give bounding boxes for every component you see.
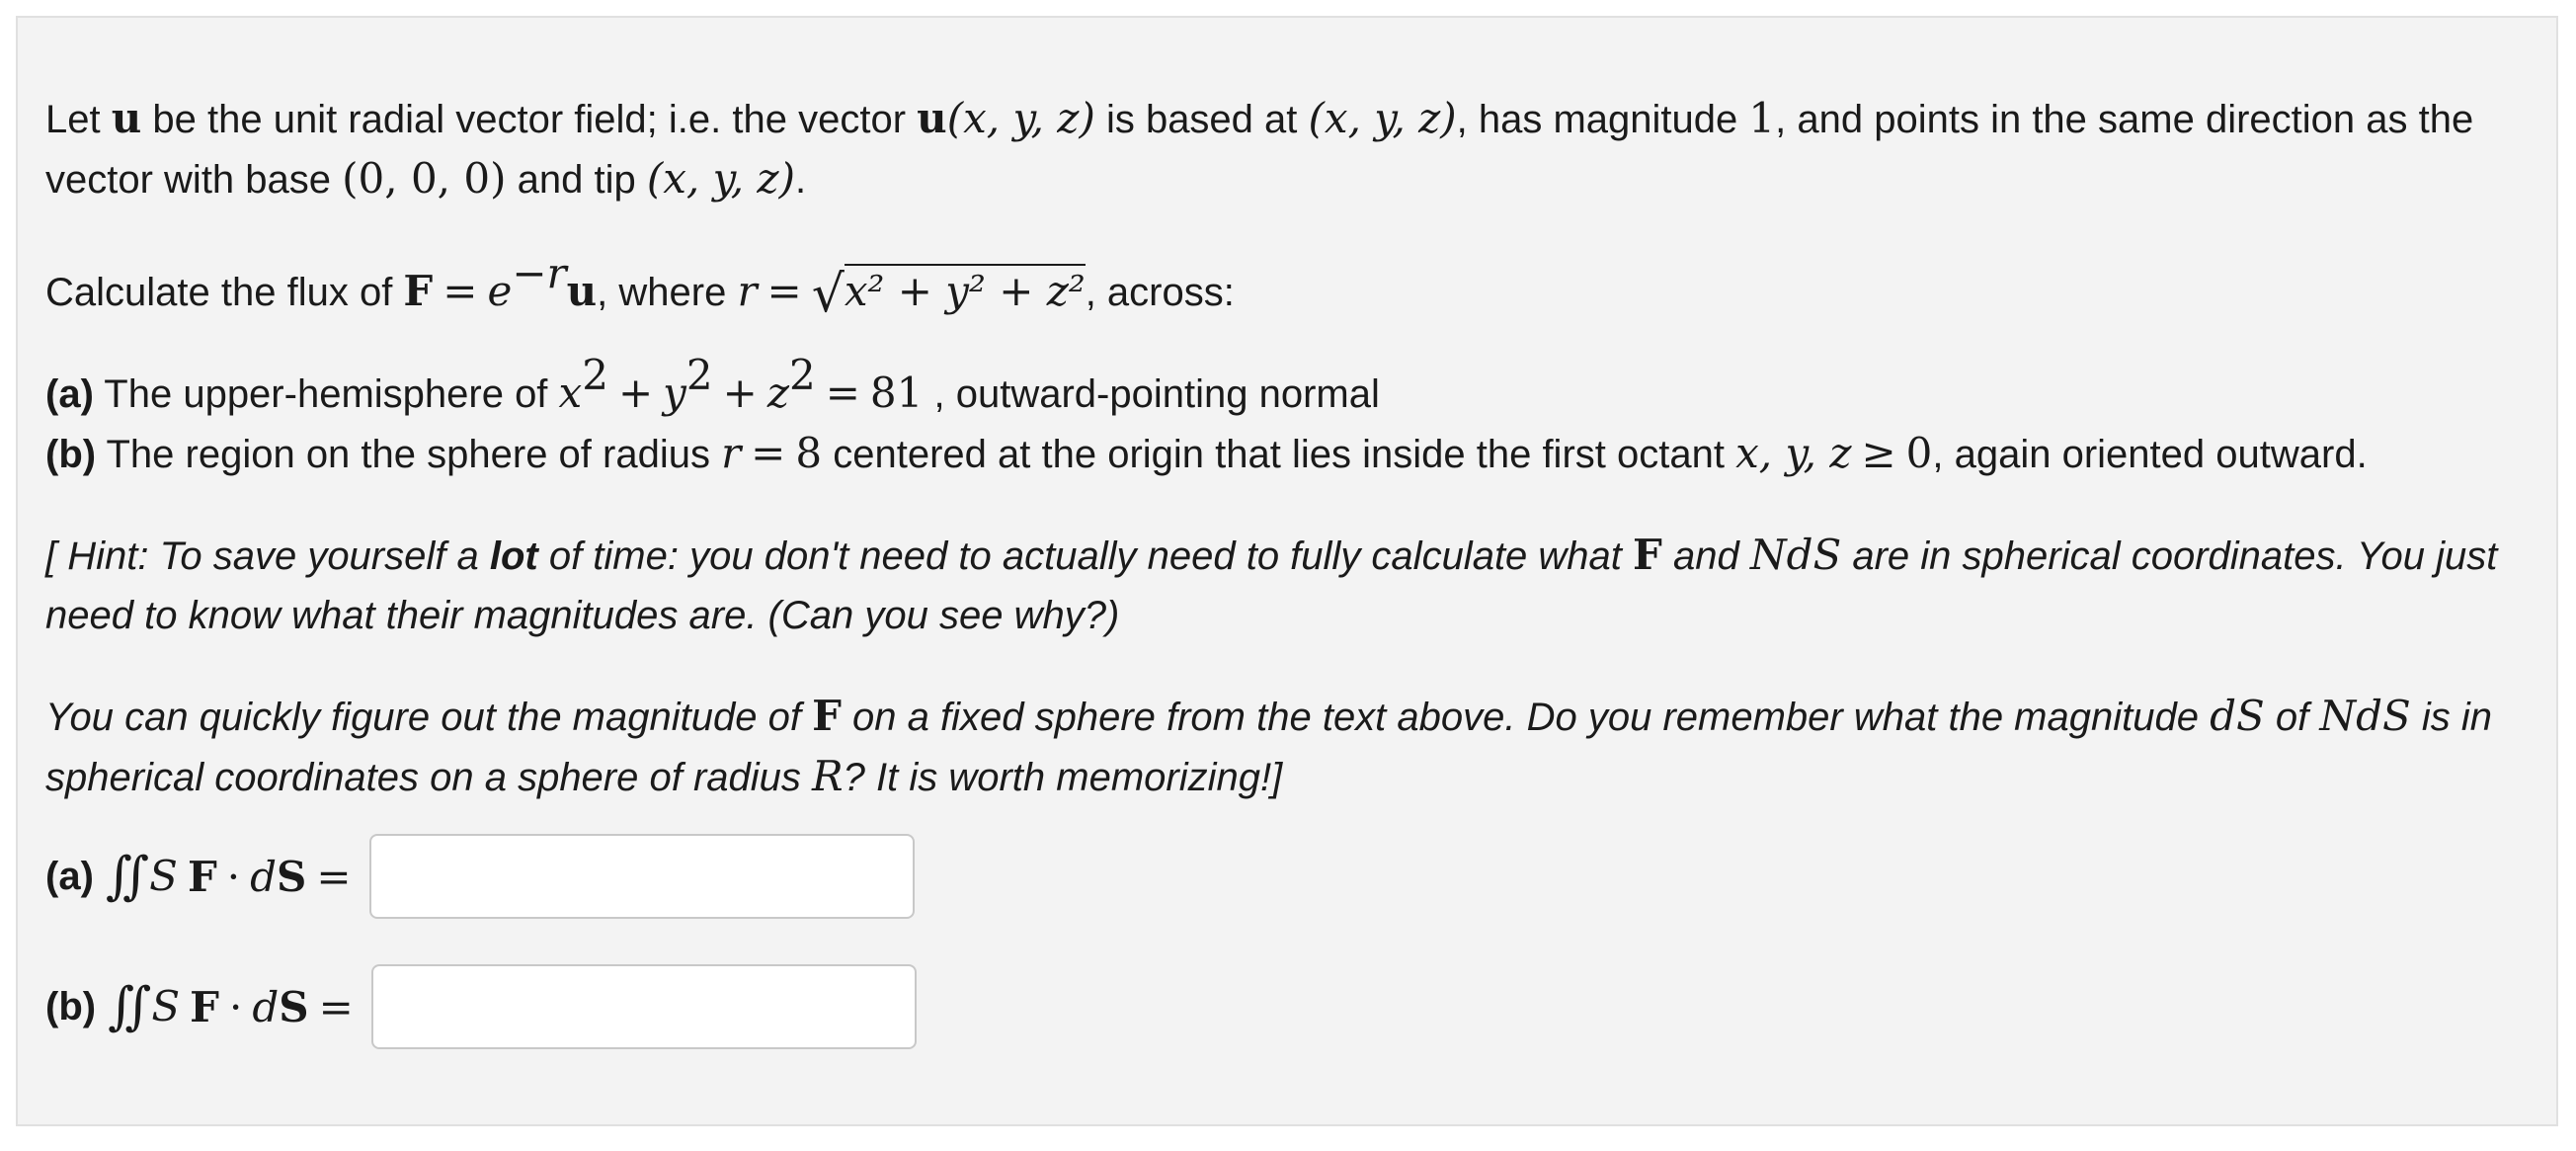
answer-a-label: (a)	[45, 854, 94, 898]
answer-input-a[interactable]	[369, 834, 915, 919]
math-xyz: (x, y, z)	[946, 94, 1095, 142]
math-r: r	[721, 429, 742, 477]
flux-text: , across:	[1085, 271, 1235, 314]
part-a-text	[45, 351, 2544, 424]
hint-text: and	[1661, 534, 1750, 578]
math-x: x	[558, 369, 583, 417]
intro-text: and tip	[506, 158, 647, 202]
double-integral-symbol: ∬	[108, 977, 138, 1036]
hint-text: [ Hint: To save yourself a	[45, 534, 490, 578]
math-square: 2	[685, 351, 713, 399]
math-F: F	[403, 267, 434, 315]
math-square: 2	[582, 351, 608, 399]
math-equals: =	[316, 852, 352, 901]
hint-paragraph-1	[45, 526, 2544, 645]
math-NdS: NdS	[1749, 531, 1842, 579]
math-NdS: NdS	[2319, 692, 2411, 740]
part-a-text-span: The upper-hemisphere of	[93, 372, 559, 416]
part-b-text-span: centered at the origin that lies inside the first octant	[822, 433, 1736, 476]
math-xyz: x, y, z	[1735, 429, 1852, 477]
math-equals: =	[318, 982, 354, 1031]
part-b-text-span: , again oriented outward.	[1932, 433, 2368, 476]
math-F: F	[812, 692, 842, 740]
math-dot: ·	[228, 982, 243, 1031]
sqrt-sign: √	[811, 265, 845, 324]
math-u: u	[111, 94, 142, 142]
math-S: S	[279, 982, 309, 1031]
hint-text: are in spherical coordinates. You just need to know what their magnitudes are. (Can you see why?)	[45, 534, 2498, 637]
math-F: F	[190, 982, 219, 1031]
math-z: z	[766, 369, 789, 417]
flux-paragraph	[45, 249, 2544, 324]
flux-text: , where	[597, 271, 738, 314]
math-dot: ·	[226, 852, 241, 901]
math-equals: =	[766, 267, 802, 315]
answer-row-a: (a) ∬ S F · d S =	[45, 834, 915, 919]
hint-bold: lot	[489, 534, 538, 578]
hint-text: on a fixed sphere from the text above. Do you remember what the magnitude	[841, 696, 2211, 739]
math-equals: =	[825, 369, 860, 417]
hint-text: You can quickly figure out the magnitude of	[45, 696, 813, 739]
math-plus: +	[617, 369, 654, 417]
double-integral-symbol: ∬	[105, 847, 136, 906]
question-content	[45, 89, 2544, 807]
math-plus: +	[722, 369, 758, 417]
math-one: 1	[1748, 94, 1776, 142]
math-R: R	[812, 752, 844, 800]
math-F: F	[187, 852, 217, 901]
math-d: d	[250, 852, 278, 901]
intro-text: .	[794, 158, 807, 202]
hint-paragraph-2	[45, 687, 2544, 807]
part-b-text	[45, 424, 2544, 484]
hint-text: ? It is worth memorizing!]	[843, 756, 1283, 799]
question-panel	[16, 16, 2558, 1126]
math-8: 8	[795, 429, 823, 477]
part-b-text-span: The region on the sphere of radius	[96, 433, 722, 476]
part-a-label: (a)	[45, 372, 94, 416]
math-zero: 0	[1905, 429, 1933, 477]
math-81: 81	[869, 369, 924, 417]
math-origin: (0, 0, 0)	[342, 154, 507, 203]
intro-text: Let	[45, 98, 112, 141]
intro-text: , has magnitude	[1456, 98, 1749, 141]
math-F: F	[1633, 531, 1662, 579]
math-u: u	[917, 94, 947, 142]
hint-text: of time: you don't need to actually need to fully calculate what	[537, 534, 1634, 578]
math-r: r	[737, 267, 758, 315]
hint-text: is in spherical coordinates on a sphere of radius	[45, 696, 2493, 799]
math-xyz: (x, y, z)	[646, 154, 795, 203]
math-exponent: −r	[512, 249, 567, 297]
answer-b-label: (b)	[45, 984, 97, 1028]
answer-row-b: (b) ∬ S F · d S =	[45, 964, 917, 1049]
math-y: y	[663, 369, 686, 417]
part-a-text-span: , outward-pointing normal	[923, 372, 1380, 416]
part-b-label: (b)	[45, 433, 97, 476]
math-equals: =	[751, 429, 786, 477]
math-dS: dS	[2210, 692, 2265, 740]
math-square: 2	[788, 351, 816, 399]
math-sqrt	[812, 259, 1086, 322]
math-u: u	[566, 267, 598, 315]
math-d: d	[252, 982, 280, 1031]
hint-text: of	[2264, 696, 2320, 739]
intro-text: is based at	[1094, 98, 1309, 141]
flux-text: Calculate the flux of	[45, 271, 404, 314]
intro-paragraph	[45, 89, 2544, 209]
intro-text: be the unit radial vector field; i.e. the vector	[141, 98, 918, 141]
math-equals: =	[443, 267, 478, 315]
math-S: S	[277, 852, 307, 901]
math-xyz: (x, y, z)	[1308, 94, 1457, 142]
math-e: e	[487, 267, 513, 315]
math-geq: ≥	[1861, 429, 1896, 477]
intro-text: , and points in the same direction as the vector with base	[45, 98, 2474, 202]
sqrt-radicand: x² + y² + z²	[845, 264, 1086, 313]
answer-input-b[interactable]	[371, 964, 917, 1049]
